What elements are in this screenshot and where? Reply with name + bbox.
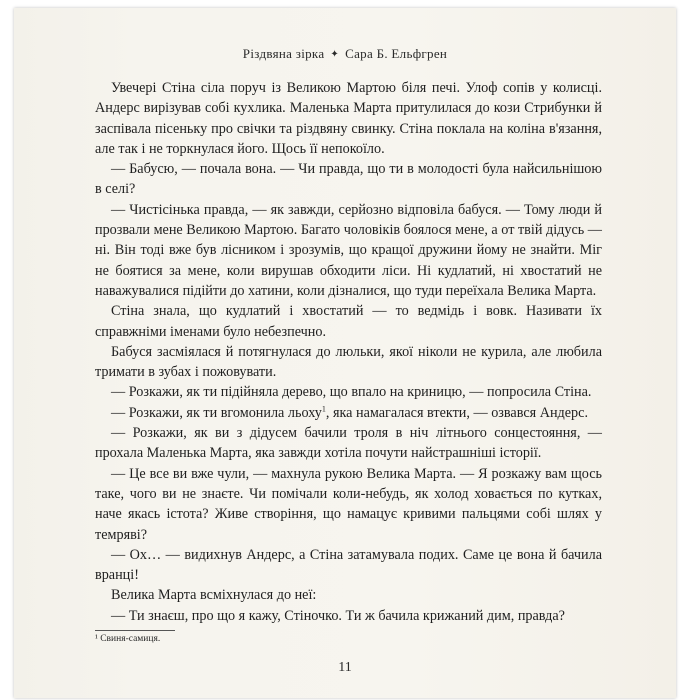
book-title: Різдвяна зірка [242, 46, 325, 61]
paragraph-text-after: , яка намагалася втекти, — озвався Андерс. [325, 404, 588, 421]
paragraph: — Розкажи, як ви з дідусем бачили троля в ніч літнього сонцестояння, — прохала Маленька Марта, яка завжди хотіла почути найстрашніші історії. [95, 425, 602, 462]
body-text [95, 78, 602, 626]
paragraph: Велика Марта всміхнулася до неї: [111, 587, 317, 604]
star-separator-icon: ✦ [330, 49, 340, 60]
footnote-divider [95, 630, 175, 631]
paragraph: Бабуся засміялася й потягнулася до люльки, якої ніколи не курила, але любила тримати в зубах і пожовувати. [95, 343, 602, 381]
paragraph: — Розкажи, як ти підійняла дерево, що впало на криницю, — попросила Стіна. [111, 384, 592, 401]
paragraph: — Ох… — видихнув Андерс, а Стіна затамувала подих. Саме це вона й бачила вранці! [95, 546, 602, 584]
paragraph-text-before: — Розкажи, як ти вгомонила льоху [111, 404, 322, 421]
book-page [14, 8, 676, 698]
paragraph: — Це все ви вже чули, — махнула рукою Велика Марта. — Я розкажу вам щось таке, чого ви не знаєте. Чи помічали коли-небудь, як холод ховається по кутках, наче якась істота? Живе створіння, що намацує кривими пальцями собі шлях у темряві? [95, 465, 602, 543]
paragraph: Стіна знала, що кудлатий і хвостатий — то ведмідь і вовк. Називати їх справжніми іменами було небезпечно. [95, 303, 602, 340]
paragraph: — Ти знаєш, про що я кажу, Стіночко. Ти ж бачила крижаний дим, правда? [111, 607, 565, 624]
page-number: 11 [338, 660, 352, 675]
book-author: Сара Б. Ельфгрен [345, 46, 448, 61]
paragraph: — Бабусю, — почала вона. — Чи правда, що ти в молодості була найсильнішою в селі? [95, 161, 602, 198]
footnote: ¹ Свиня-самиця. [95, 634, 161, 644]
running-header [14, 46, 676, 62]
paragraph: Увечері Стіна сіла поруч із Великою Мартою біля печі. Улоф сопів у колисці. Андерс вирізував собі кухлика. Маленька Марта притулилася до кози Стрибунки й заспівала пісеньку про свічки та різдвяну свинку. Стіна поклала на коліна в'язання, але так і не торкнулася його. Щось її непокоїло. [95, 80, 602, 157]
footnote-mark: 1 [321, 404, 326, 414]
paragraph-with-footnote [95, 403, 602, 423]
paragraph: — Чистісінька правда, — як завжди, серйозно відповіла бабуся. — Тому люди й прозвали мене Великою Мартою. Багато чоловіків боялося мене, а от твій дідусь — ні. Він тоді вже був лісником і зрозумів, що кращої дружини йому не знайти. Міг не боятися за мене, коли вирушав обходити ліси. Ні кудлатий, ні хвостатий не наважувалися підійти до хатини, коли дізналися, що туди переїхала Велика Марта. [95, 201, 602, 299]
